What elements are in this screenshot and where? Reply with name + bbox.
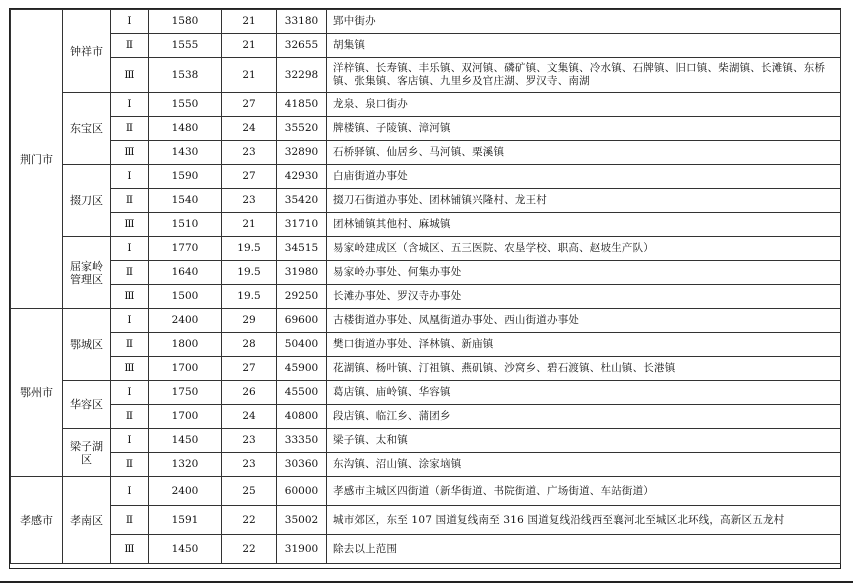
multiplier-cell: 26 [222, 381, 277, 405]
area-scope-cell: 孝感市主城区四街道（新华街道、书院街道、广场街道、车站街道） [327, 477, 841, 506]
grade-level-cell: Ⅰ [111, 309, 149, 333]
table-row [11, 10, 841, 34]
area-scope-cell: 郢中街办 [327, 10, 841, 34]
unit-price-cell: 1480 [149, 117, 222, 141]
area-scope-cell: 易家岭建成区（含城区、五三医院、农垦学校、职高、赵坡生产队） [327, 237, 841, 261]
multiplier-cell: 22 [222, 535, 277, 564]
total-value-cell: 69600 [277, 309, 327, 333]
multiplier-cell: 22 [222, 506, 277, 535]
total-value-cell: 32298 [277, 58, 327, 93]
grade-level-cell: Ⅲ [111, 285, 149, 309]
grade-level-cell: Ⅱ [111, 189, 149, 213]
total-value-cell: 32890 [277, 141, 327, 165]
unit-price-cell: 1590 [149, 165, 222, 189]
total-value-cell: 45500 [277, 381, 327, 405]
table-row [11, 34, 841, 58]
unit-price-cell: 1320 [149, 453, 222, 477]
grade-level-cell: Ⅰ [111, 10, 149, 34]
total-value-cell: 40800 [277, 405, 327, 429]
grade-level-cell: Ⅰ [111, 381, 149, 405]
multiplier-cell: 19.5 [222, 261, 277, 285]
district-name-cell: 屈家岭管理区 [63, 237, 111, 309]
district-name-cell: 华容区 [63, 381, 111, 429]
table-row [11, 189, 841, 213]
table-row [11, 93, 841, 117]
multiplier-cell: 29 [222, 309, 277, 333]
unit-price-cell: 1700 [149, 357, 222, 381]
city-name-cell: 鄂州市 [11, 309, 63, 477]
grade-level-cell: Ⅱ [111, 261, 149, 285]
multiplier-cell: 19.5 [222, 285, 277, 309]
table-body [11, 10, 841, 564]
table-row [11, 429, 841, 453]
multiplier-cell: 23 [222, 189, 277, 213]
unit-price-cell: 1538 [149, 58, 222, 93]
table-row [11, 381, 841, 405]
total-value-cell: 45900 [277, 357, 327, 381]
total-value-cell: 34515 [277, 237, 327, 261]
table-row [11, 477, 841, 506]
grade-level-cell: Ⅱ [111, 333, 149, 357]
table-row [11, 453, 841, 477]
total-value-cell: 32655 [277, 34, 327, 58]
unit-price-cell: 1430 [149, 141, 222, 165]
multiplier-cell: 21 [222, 34, 277, 58]
city-name-cell: 荆门市 [11, 10, 63, 309]
grade-level-cell: Ⅰ [111, 165, 149, 189]
area-scope-cell: 胡集镇 [327, 34, 841, 58]
grade-level-cell: Ⅲ [111, 58, 149, 93]
district-name-cell: 鄂城区 [63, 309, 111, 381]
total-value-cell: 33180 [277, 10, 327, 34]
area-scope-cell: 花湖镇、杨叶镇、汀祖镇、燕矶镇、沙窝乡、碧石渡镇、杜山镇、长港镇 [327, 357, 841, 381]
area-scope-cell: 长滩办事处、罗汉寺办事处 [327, 285, 841, 309]
district-name-cell: 孝南区 [63, 477, 111, 564]
area-scope-cell: 石桥驿镇、仙居乡、马河镇、栗溪镇 [327, 141, 841, 165]
multiplier-cell: 19.5 [222, 237, 277, 261]
multiplier-cell: 27 [222, 357, 277, 381]
area-scope-cell: 洋梓镇、长寿镇、丰乐镇、双河镇、磷矿镇、文集镇、冷水镇、石牌镇、旧口镇、柴湖镇、长滩镇、东桥镇、张集镇、客店镇、九里乡及官庄湖、罗汉寺、南湖 [327, 58, 841, 93]
area-scope-cell: 东沟镇、沼山镇、涂家垴镇 [327, 453, 841, 477]
unit-price-cell: 1750 [149, 381, 222, 405]
multiplier-cell: 23 [222, 453, 277, 477]
area-scope-cell: 古楼街道办事处、凤凰街道办事处、西山街道办事处 [327, 309, 841, 333]
total-value-cell: 31900 [277, 535, 327, 564]
unit-price-cell: 1770 [149, 237, 222, 261]
table-row [11, 237, 841, 261]
city-name-cell: 孝感市 [11, 477, 63, 564]
unit-price-cell: 2400 [149, 309, 222, 333]
table-row [11, 357, 841, 381]
grade-level-cell: Ⅲ [111, 357, 149, 381]
grade-level-cell: Ⅲ [111, 141, 149, 165]
area-scope-cell: 樊口街道办事处、泽林镇、新庙镇 [327, 333, 841, 357]
multiplier-cell: 27 [222, 93, 277, 117]
table-row [11, 165, 841, 189]
table-row [11, 535, 841, 564]
grade-level-cell: Ⅰ [111, 477, 149, 506]
grade-level-cell: Ⅱ [111, 453, 149, 477]
unit-price-cell: 1580 [149, 10, 222, 34]
district-name-cell: 梁子湖区 [63, 429, 111, 477]
table-row [11, 405, 841, 429]
area-scope-cell: 易家岭办事处、何集办事处 [327, 261, 841, 285]
grade-level-cell: Ⅱ [111, 405, 149, 429]
multiplier-cell: 21 [222, 213, 277, 237]
table-row [11, 117, 841, 141]
multiplier-cell: 23 [222, 429, 277, 453]
unit-price-cell: 2400 [149, 477, 222, 506]
multiplier-cell: 27 [222, 165, 277, 189]
area-scope-cell: 牌楼镇、子陵镇、漳河镇 [327, 117, 841, 141]
area-scope-cell: 葛店镇、庙岭镇、华容镇 [327, 381, 841, 405]
area-scope-cell: 掇刀石街道办事处、团林铺镇兴隆村、龙王村 [327, 189, 841, 213]
grade-level-cell: Ⅲ [111, 213, 149, 237]
table-row [11, 309, 841, 333]
multiplier-cell: 24 [222, 405, 277, 429]
grade-level-cell: Ⅰ [111, 93, 149, 117]
grade-level-cell: Ⅲ [111, 535, 149, 564]
area-scope-cell: 梁子镇、太和镇 [327, 429, 841, 453]
grade-level-cell: Ⅱ [111, 117, 149, 141]
total-value-cell: 42930 [277, 165, 327, 189]
multiplier-cell: 28 [222, 333, 277, 357]
total-value-cell: 35002 [277, 506, 327, 535]
unit-price-cell: 1540 [149, 189, 222, 213]
unit-price-cell: 1591 [149, 506, 222, 535]
table-row [11, 333, 841, 357]
unit-price-cell: 1555 [149, 34, 222, 58]
unit-price-cell: 1500 [149, 285, 222, 309]
multiplier-cell: 23 [222, 141, 277, 165]
total-value-cell: 31980 [277, 261, 327, 285]
table-row [11, 261, 841, 285]
unit-price-cell: 1510 [149, 213, 222, 237]
unit-price-cell: 1450 [149, 535, 222, 564]
total-value-cell: 35420 [277, 189, 327, 213]
multiplier-cell: 24 [222, 117, 277, 141]
unit-price-cell: 1550 [149, 93, 222, 117]
grade-level-cell: Ⅰ [111, 237, 149, 261]
area-scope-cell: 龙泉、泉口街办 [327, 93, 841, 117]
area-scope-cell: 段店镇、临江乡、蒲团乡 [327, 405, 841, 429]
area-scope-cell: 白庙街道办事处 [327, 165, 841, 189]
area-scope-cell: 团林铺镇其他村、麻城镇 [327, 213, 841, 237]
district-name-cell: 东宝区 [63, 93, 111, 165]
grade-level-cell: Ⅱ [111, 506, 149, 535]
page-bottom-rule [0, 581, 853, 583]
unit-price-cell: 1700 [149, 405, 222, 429]
total-value-cell: 30360 [277, 453, 327, 477]
table-row [11, 58, 841, 93]
total-value-cell: 60000 [277, 477, 327, 506]
unit-price-cell: 1800 [149, 333, 222, 357]
unit-price-cell: 1640 [149, 261, 222, 285]
land-price-table-frame [9, 8, 841, 569]
multiplier-cell: 21 [222, 58, 277, 93]
district-name-cell: 掇刀区 [63, 165, 111, 237]
district-name-cell: 钟祥市 [63, 10, 111, 93]
total-value-cell: 31710 [277, 213, 327, 237]
total-value-cell: 35520 [277, 117, 327, 141]
grade-level-cell: Ⅰ [111, 429, 149, 453]
area-scope-cell: 城市郊区，东至 107 国道复线南至 316 国道复线沿线西至襄河北至城区北环线，高新区五龙村 [327, 506, 841, 535]
table-row [11, 213, 841, 237]
multiplier-cell: 25 [222, 477, 277, 506]
grade-level-cell: Ⅱ [111, 34, 149, 58]
table-row [11, 285, 841, 309]
land-price-table [10, 9, 841, 564]
table-row [11, 141, 841, 165]
total-value-cell: 33350 [277, 429, 327, 453]
total-value-cell: 50400 [277, 333, 327, 357]
area-scope-cell: 除去以上范围 [327, 535, 841, 564]
total-value-cell: 29250 [277, 285, 327, 309]
total-value-cell: 41850 [277, 93, 327, 117]
table-row [11, 506, 841, 535]
multiplier-cell: 21 [222, 10, 277, 34]
unit-price-cell: 1450 [149, 429, 222, 453]
